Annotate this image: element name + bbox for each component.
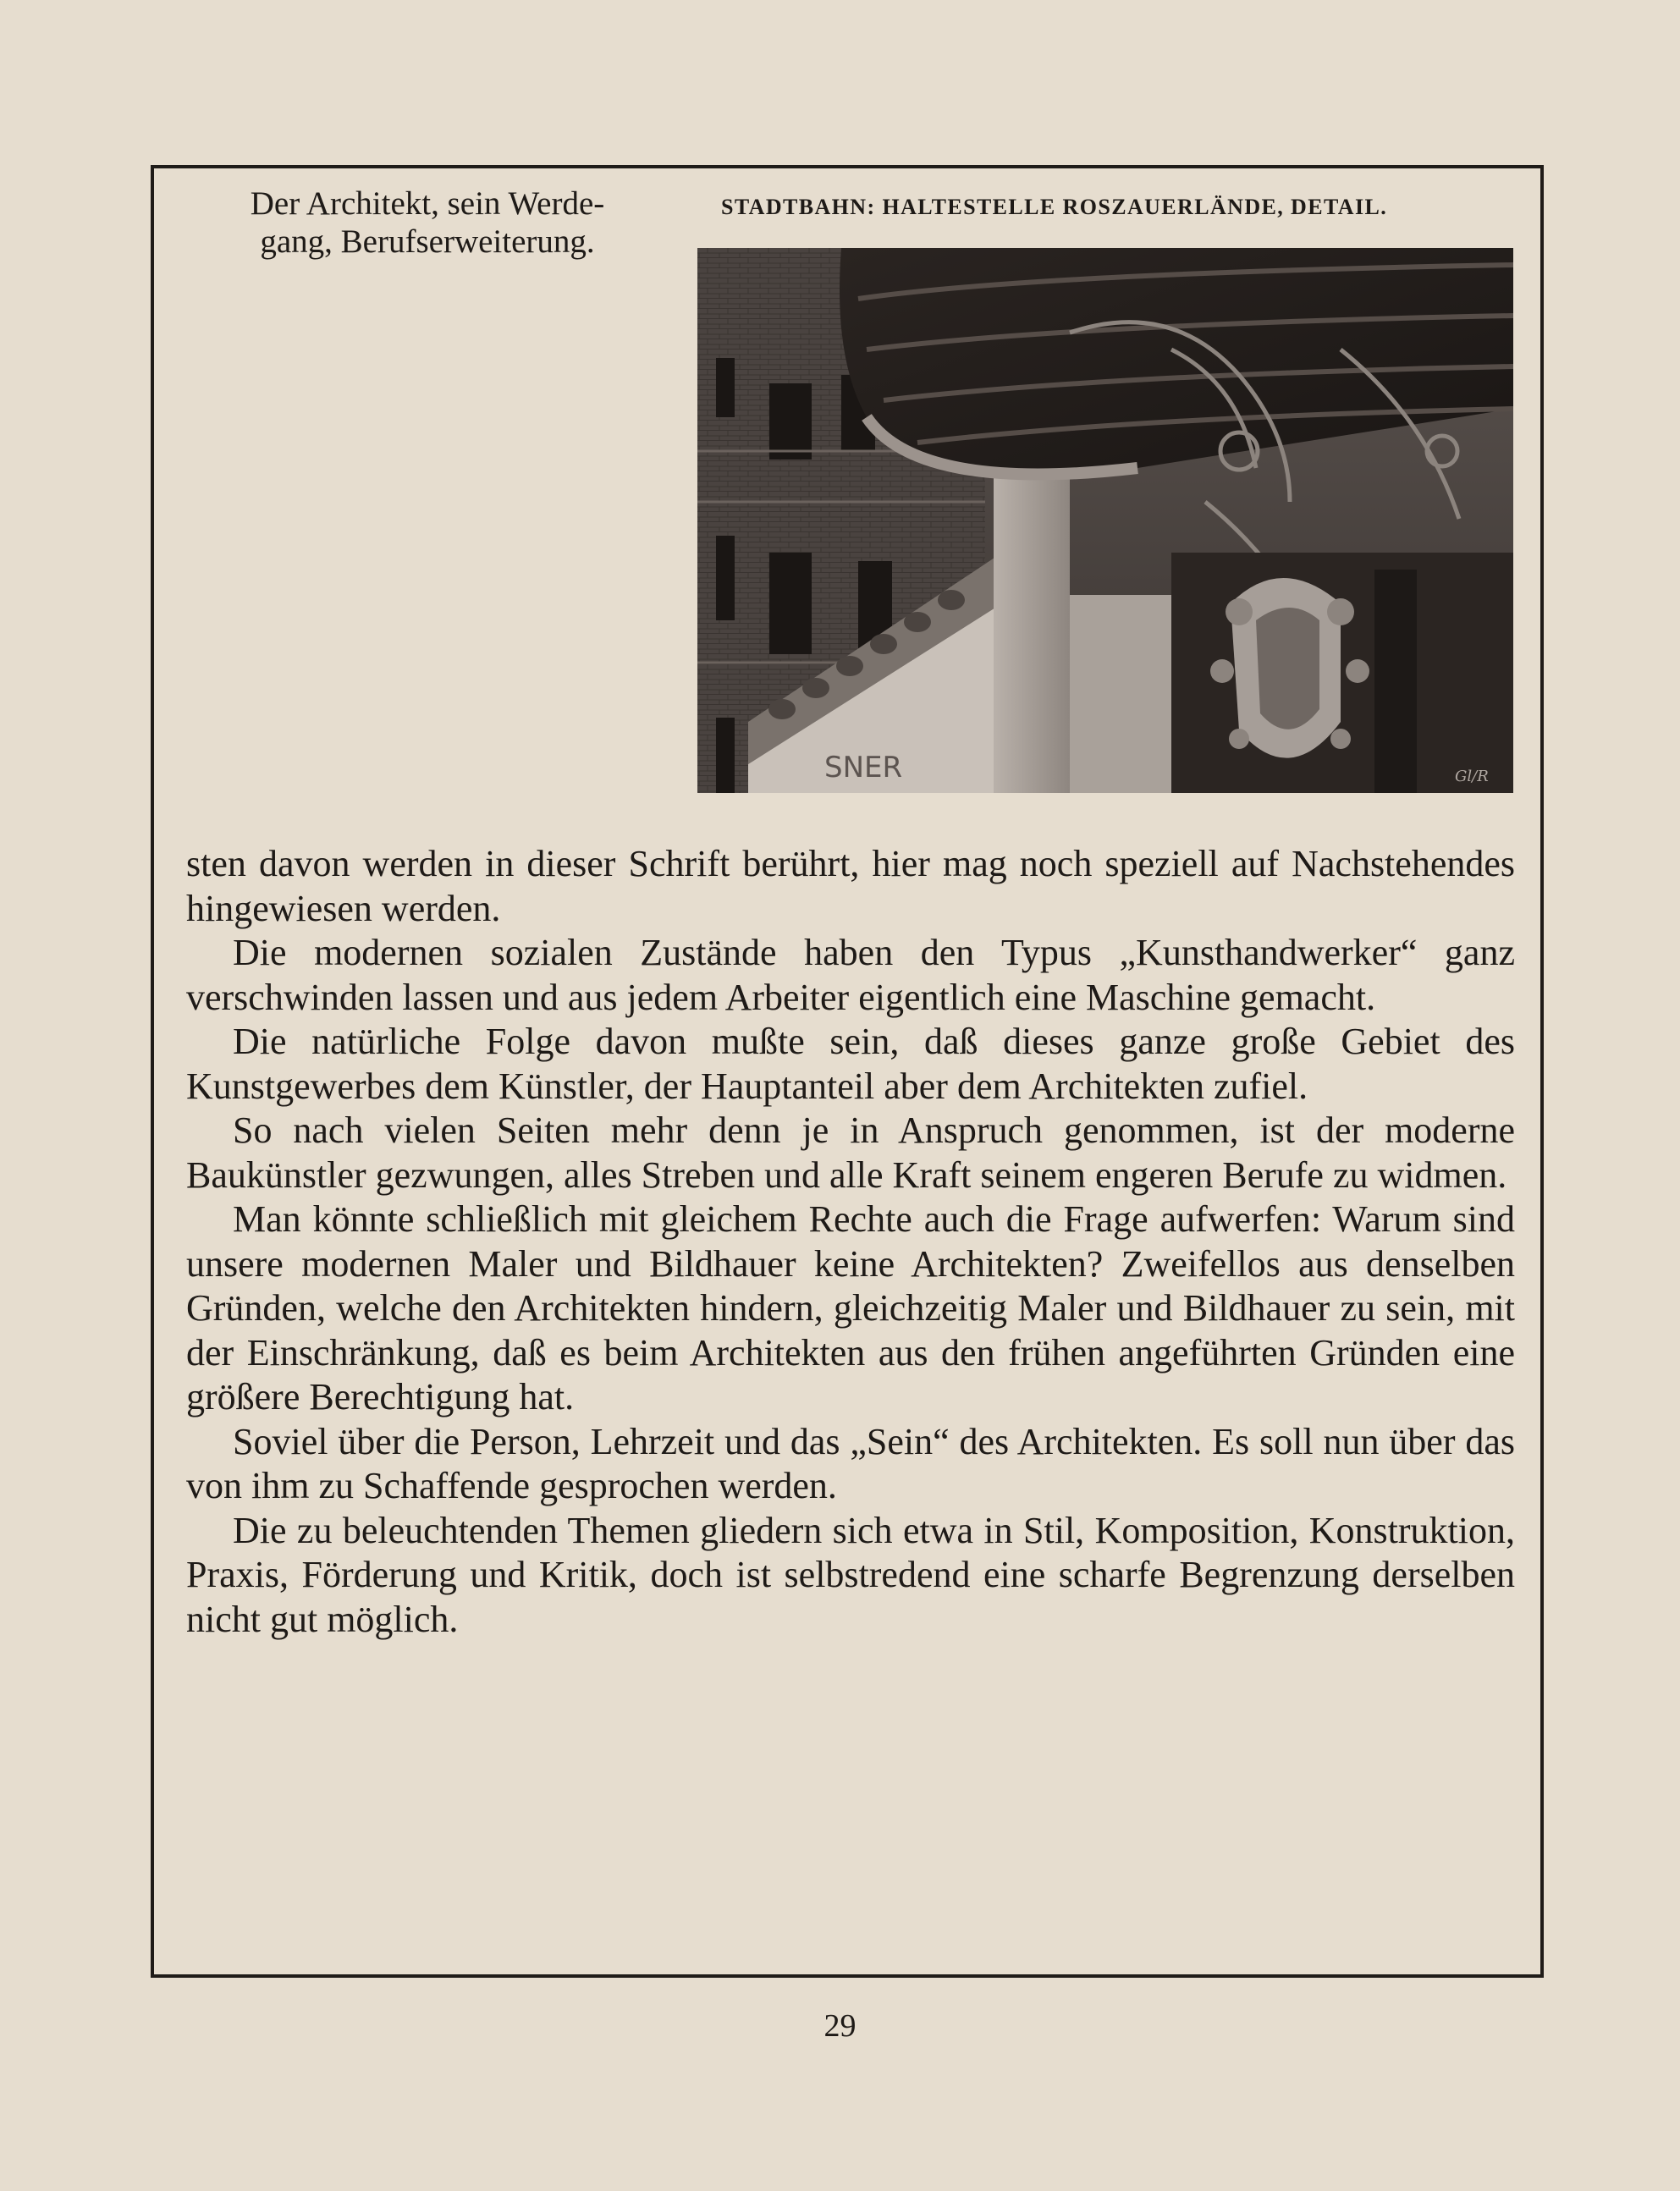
paragraph-6: Soviel über die Person, Lehrzeit und das „Sein“ des Architekten. Es soll nun über das von ihm zu Schaffende gesprochen werden. bbox=[186, 1420, 1515, 1506]
paragraph-4: So nach vielen Seiten mehr denn je in Anspruch genommen, ist der moderne Baukünstler gezwungen, alles Streben und alle Kraft seinem engeren Berufe zu widmen. bbox=[186, 1109, 1515, 1196]
paragraph-5: Man könnte schließlich mit gleichem Rechte auch die Frage aufwerfen: Warum sind unsere modernen Maler und Bildhauer keine Architekten? Zweifellos aus denselben Gründen, welche den Architekten hindern, gleichzeitig Maler und Bildhauer zu sein, mit der Einschränkung, daß es beim Architekten aus den frühen angeführten Gründen eine größere Berechtigung hat. bbox=[186, 1198, 1515, 1418]
paragraph-1: sten davon werden in dieser Schrift berührt, hier mag noch speziell auf Nachstehendes hingewiesen werden. bbox=[186, 843, 1515, 929]
paragraph-2: Die modernen sozialen Zustände haben den Typus „Kunsthandwerker“ ganz verschwinden lassen und aus jedem Arbeiter eigentlich eine Maschine gemacht. bbox=[186, 932, 1515, 1018]
graffiti-text: SNER bbox=[824, 751, 903, 784]
photo-signature: Gl/R bbox=[1455, 768, 1489, 785]
paragraph-7: Die zu beleuchtenden Themen gliedern sich etwa in Stil, Komposition, Konstruktion, Praxis, Förderung und Kritik, doch ist selbstredend eine scharfe Begrenzung derselben nicht gut möglich. bbox=[186, 1509, 1515, 1640]
body-text bbox=[186, 842, 1515, 1642]
running-head-line-1: Der Architekt, sein Werde- bbox=[250, 185, 605, 222]
figure-photo bbox=[697, 248, 1513, 793]
running-head-line-2: gang, Berufserweiterung. bbox=[260, 223, 595, 260]
paragraph-3: Die natürliche Folge davon mußte sein, daß dieses ganze große Gebiet des Kunstgewerbes dem Künstler, der Hauptanteil aber dem Architekten zufiel. bbox=[186, 1021, 1515, 1107]
page-number: 29 bbox=[823, 2008, 857, 2044]
station-detail-photo bbox=[697, 248, 1513, 793]
running-head bbox=[178, 184, 677, 261]
figure-caption: STADTBAHN: HALTESTELLE ROSZAUERLÄNDE, DETAIL. bbox=[721, 195, 1388, 219]
